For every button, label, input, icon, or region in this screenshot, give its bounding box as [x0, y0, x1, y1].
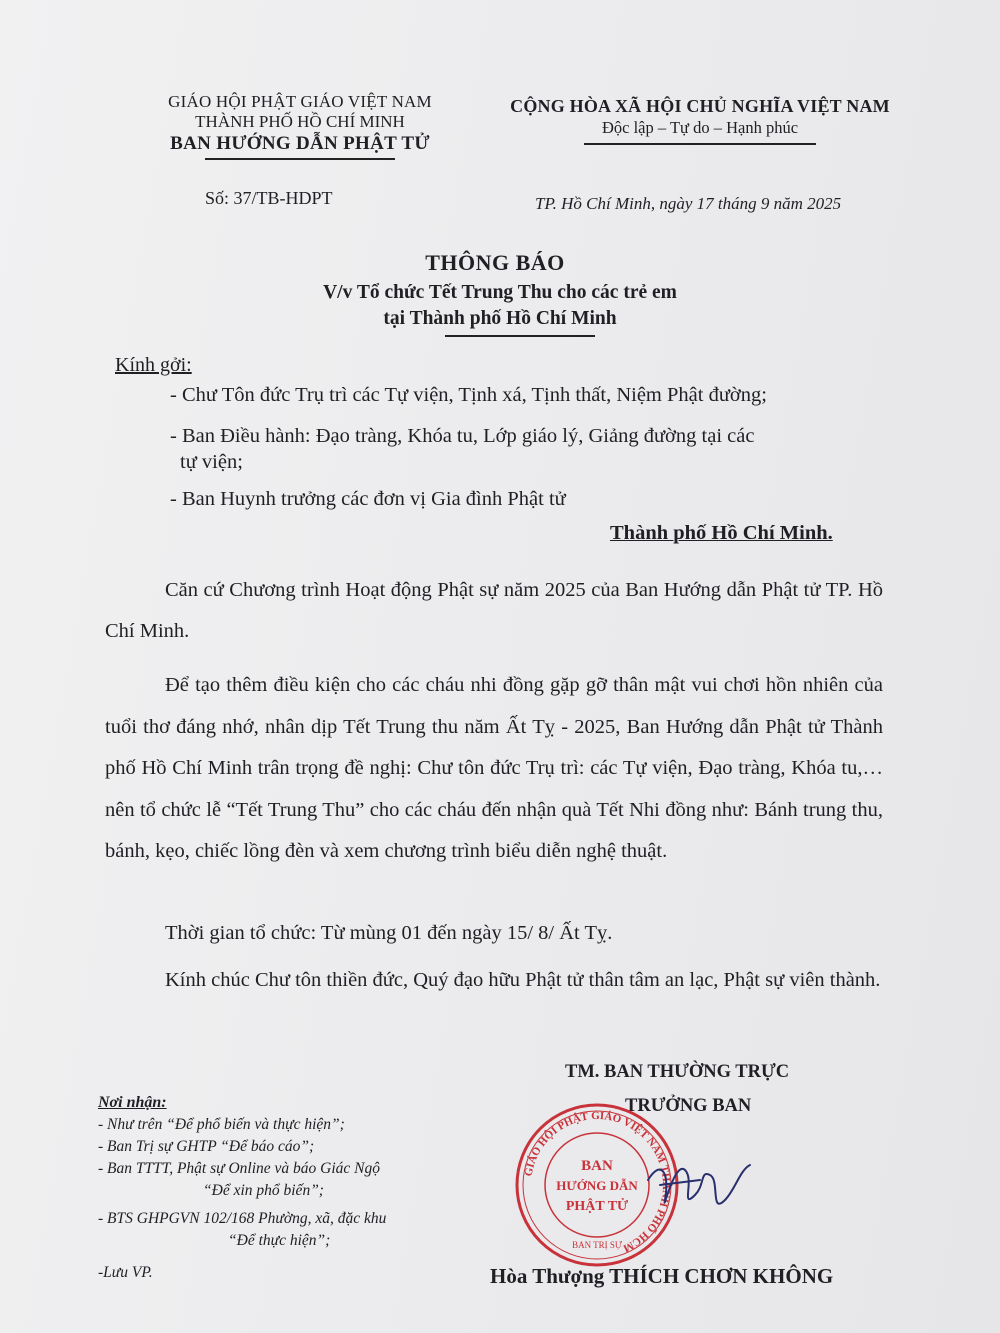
org-line-1: GIÁO HỘI PHẬT GIÁO VIỆT NAM — [168, 92, 432, 111]
motto-underline — [584, 143, 816, 145]
distribution-line: -Lưu VP. — [98, 1264, 153, 1281]
paragraph-wishes: Kính chúc Chư tôn thiền đức, Quý đạo hữu Phật tử thân tâm an lạc, Phật sự viên thành. — [165, 969, 881, 991]
title-line-1: THÔNG BÁO — [425, 250, 565, 275]
distribution-line: - Ban TTTT, Phật sự Online và báo Giác Ngộ — [98, 1160, 381, 1177]
seal-center-1: BAN — [581, 1158, 613, 1174]
title-underline — [445, 335, 595, 337]
distribution-label: Nơi nhận: — [98, 1094, 167, 1111]
national-motto: Độc lập – Tự do – Hạnh phúc — [601, 118, 799, 137]
document-title — [0, 250, 1000, 337]
paragraph-time: Thời gian tổ chức: Từ mùng 01 đến ngày 15/ 8/ Ất Tỵ. — [165, 922, 613, 944]
recipient-item: - Chư Tôn đức Trụ trì các Tự viện, Tịnh xá, Tịnh thất, Niệm Phật đường; — [170, 384, 767, 406]
seal-ring-text: GIÁO HỘI PHẬT GIÁO VIỆT NAM THÀNH PHỐ HCM — [522, 1109, 673, 1255]
recipient-item: - Ban Huynh trưởng các đơn vị Gia đình Phật tử — [170, 488, 566, 510]
distribution-line: - BTS GHPGVN 102/168 Phường, xã, đặc khu — [98, 1210, 387, 1227]
paragraph-basis: Căn cứ Chương trình Hoạt động Phật sự năm 2025 của Ban Hướng dẫn Phật tử TP. Hồ Chí Minh. — [105, 579, 883, 642]
recipient-item: tự viện; — [180, 451, 243, 473]
distribution-line: “Để xin phổ biến”; — [203, 1182, 324, 1199]
org-line-3: BAN HƯỚNG DẪN PHẬT TỬ — [170, 133, 430, 154]
signature-stroke — [648, 1165, 750, 1204]
title-line-3: tại Thành phố Hồ Chí Minh — [383, 308, 617, 329]
nation-name: CỘNG HÒA XÃ HỘI CHỦ NGHĨA VIỆT NAM — [510, 96, 890, 116]
document-number: Số: 37/TB-HDPT — [205, 188, 333, 208]
document-date: TP. Hồ Chí Minh, ngày 17 tháng 9 năm 2025 — [535, 194, 842, 213]
distribution-line: “Để thực hiện”; — [228, 1232, 331, 1249]
issuing-organization — [90, 92, 510, 160]
signature-title: TM. BAN THƯỜNG TRỰC — [565, 1062, 790, 1082]
org-line-2: THÀNH PHỐ HỒ CHÍ MINH — [195, 112, 405, 131]
handwritten-signature — [640, 1140, 760, 1250]
distribution-line: - Ban Trị sự GHTP “Để báo cáo”; — [98, 1138, 315, 1155]
seal-bottom-text: BAN TRỊ SỰ — [572, 1240, 622, 1250]
national-heading — [500, 95, 900, 145]
distribution-line: - Như trên “Để phổ biến và thực hiện”; — [98, 1116, 345, 1133]
signer-name: Hòa Thượng THÍCH CHƠN KHÔNG — [490, 1264, 834, 1288]
recipient-city: Thành phố Hồ Chí Minh. — [610, 522, 833, 544]
recipient-item: - Ban Điều hành: Đạo tràng, Khóa tu, Lớp giáo lý, Giảng đường tại các — [170, 425, 755, 447]
recipients-label: Kính gởi: — [115, 354, 192, 376]
title-line-2: V/v Tổ chức Tết Trung Thu cho các trẻ em — [323, 282, 677, 303]
org-underline — [205, 158, 395, 160]
seal-center-3: PHẬT TỬ — [565, 1199, 629, 1214]
paragraph-proposal: Để tạo thêm điều kiện cho các cháu nhi đồng gặp gỡ thân mật vui chơi hồn nhiên của tuổi thơ đáng nhớ, nhân dịp Tết Trung thu năm Ất Tỵ - 2025, Ban Hướng dẫn Phật tử Thành phố Hồ Chí Minh trân trọng đề nghị: Chư tôn đức Trụ trì: các Tự viện, Đạo tràng, Khóa tu,… nên tổ chức lễ “Tết Trung Thu” cho các cháu đến nhận quà Tết Nhi đồng như: Bánh trung thu, bánh, kẹo, chiếc lồng đèn và xem chương trình biểu diễn nghệ thuật. — [105, 674, 883, 862]
signature-position: TRƯỞNG BAN — [625, 1096, 752, 1116]
seal-center-2: HƯỚNG DẪN — [556, 1178, 638, 1193]
distribution-list — [98, 1092, 386, 1284]
